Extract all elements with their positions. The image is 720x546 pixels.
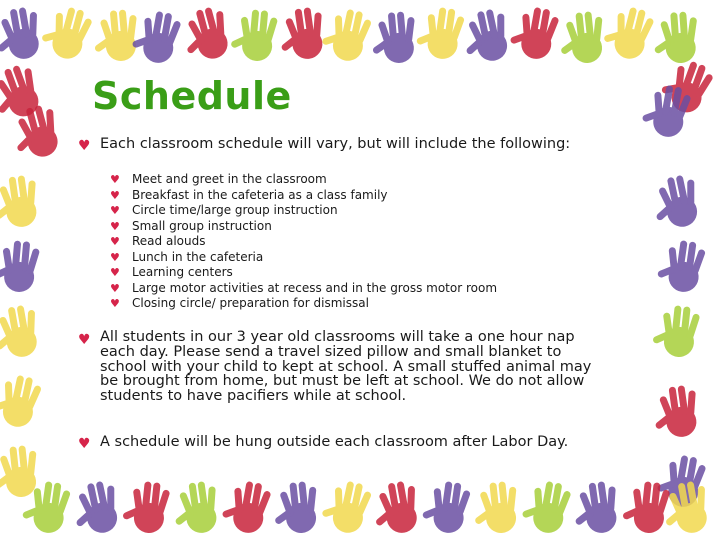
- heart-bullet-icon: ♥: [110, 281, 120, 295]
- schedule-list-item: [110, 203, 497, 219]
- heart-bullet-icon: ♥: [110, 219, 120, 233]
- handprint-icon: [646, 376, 714, 448]
- heart-bullet-icon: ♥: [78, 138, 91, 154]
- heart-bullet-icon: ♥: [110, 266, 120, 279]
- heart-bullet-icon: ♥: [110, 297, 120, 310]
- heart-bullet-icon: ♥: [78, 436, 91, 452]
- schedule-item-text: Closing circle/ preparation for dismissal: [132, 296, 369, 310]
- handprint-icon: [0, 166, 54, 238]
- heart-bullet-icon: ♥: [110, 173, 120, 186]
- heart-bullet-icon: ♥: [110, 250, 120, 264]
- schedule-item-text: Breakfast in the cafeteria as a class family: [132, 187, 388, 202]
- handprint-icon: [644, 164, 716, 239]
- schedule-item-text: Learning centers: [132, 265, 233, 279]
- schedule-item-text: Small group instruction: [132, 218, 272, 233]
- handprint-icon: [647, 297, 713, 367]
- nap-paragraph-line: All students in our 3 year old classrooms will take a one hour nap: [100, 329, 575, 345]
- nap-paragraph-line: each day. Please send a travel sized pillow and small blanket to: [100, 343, 562, 360]
- schedule-list-item: [110, 219, 497, 235]
- schedule-list-item: [110, 296, 497, 312]
- nap-paragraph-line: school with your child to kept at school. A small stuffed animal may: [100, 358, 592, 375]
- handprint-icon: [0, 233, 53, 302]
- handprint-icon: [635, 75, 705, 148]
- handprint-icon: [0, 364, 56, 439]
- handprint-icon: [3, 93, 78, 170]
- heart-bullet-icon: ♥: [110, 204, 120, 217]
- page-title: Schedule: [92, 74, 292, 118]
- heart-bullet-icon: ♥: [110, 235, 120, 248]
- nap-paragraph-line: students to have pacifiers while at school.: [100, 388, 407, 405]
- nap-paragraph-line: be brought from home, but must be left at school. We do not allow: [100, 373, 585, 390]
- schedule-list-item: [110, 265, 497, 281]
- schedule-list-item: [110, 172, 497, 188]
- schedule-item-text: Large motor activities at recess and in the gross motor room: [132, 280, 498, 295]
- intro-text: Each classroom schedule will vary, but will include the following:: [100, 136, 571, 152]
- schedule-item-text: Meet and greet in the classroom: [132, 172, 327, 186]
- schedule-posting-note: A schedule will be hung outside each classroom after Labor Day.: [100, 434, 569, 450]
- schedule-item-text: Lunch in the cafeteria: [132, 249, 264, 264]
- handprint-icon: [651, 231, 719, 303]
- schedule-list: [110, 172, 497, 312]
- heart-bullet-icon: ♥: [110, 188, 120, 202]
- schedule-list-item: [110, 250, 497, 266]
- schedule-list-item: [110, 281, 497, 297]
- handprint-icon: [655, 471, 720, 544]
- nap-paragraph: [100, 330, 640, 404]
- schedule-item-text: Read alouds: [132, 234, 206, 248]
- heart-bullet-icon: ♥: [78, 332, 91, 348]
- schedule-list-item: [110, 188, 497, 204]
- schedule-list-item: [110, 234, 497, 250]
- handprint-icon: [0, 295, 55, 368]
- schedule-item-text: Circle time/large group instruction: [132, 203, 338, 217]
